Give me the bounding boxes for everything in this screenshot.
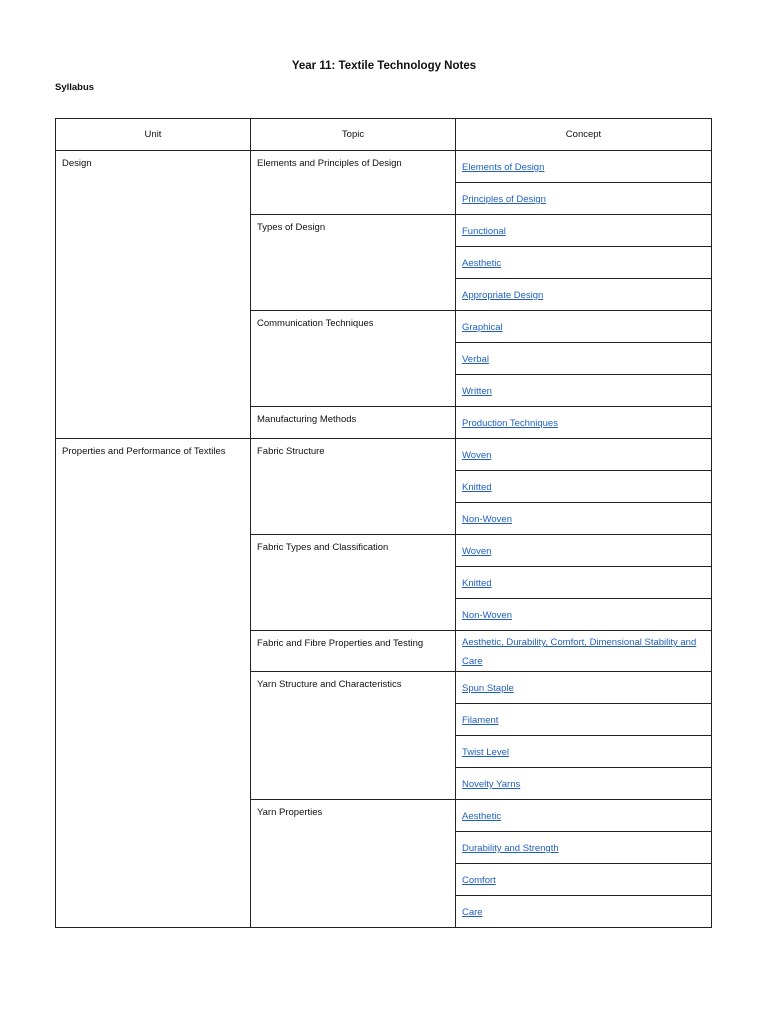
concept-link[interactable]: Aesthetic bbox=[462, 258, 502, 269]
concept-cell bbox=[456, 503, 712, 535]
concept-cell bbox=[456, 471, 712, 503]
concept-link[interactable]: Written bbox=[462, 386, 492, 397]
table-header-row bbox=[56, 119, 712, 151]
topic-cell: Communication Techniques bbox=[251, 311, 456, 407]
concept-cell bbox=[456, 279, 712, 311]
column-header-concept: Concept bbox=[456, 119, 712, 151]
concept-link[interactable]: Aesthetic, Durability, Comfort, Dimensional Stability and Care bbox=[462, 637, 697, 667]
concept-link[interactable]: Care bbox=[462, 907, 483, 918]
topic-cell: Manufacturing Methods bbox=[251, 407, 456, 439]
table-row bbox=[56, 439, 712, 471]
concept-link[interactable]: Appropriate Design bbox=[462, 290, 544, 301]
concept-link[interactable]: Twist Level bbox=[462, 747, 509, 758]
concept-link[interactable]: Spun Staple bbox=[462, 683, 514, 694]
concept-cell bbox=[456, 631, 712, 672]
concept-link[interactable]: Production Techniques bbox=[462, 418, 558, 429]
concept-cell bbox=[456, 800, 712, 832]
concept-link[interactable]: Filament bbox=[462, 715, 499, 726]
concept-link[interactable]: Aesthetic bbox=[462, 811, 502, 822]
concept-link[interactable]: Elements of Design bbox=[462, 162, 545, 173]
topic-cell: Yarn Properties bbox=[251, 800, 456, 928]
concept-cell bbox=[456, 832, 712, 864]
concept-cell bbox=[456, 864, 712, 896]
concept-cell bbox=[456, 151, 712, 183]
concept-cell bbox=[456, 311, 712, 343]
concept-cell bbox=[456, 535, 712, 567]
concept-link[interactable]: Woven bbox=[462, 546, 492, 557]
concept-link[interactable]: Knitted bbox=[462, 482, 492, 493]
concept-cell bbox=[456, 672, 712, 704]
column-header-unit: Unit bbox=[56, 119, 251, 151]
topic-cell: Fabric Structure bbox=[251, 439, 456, 535]
concept-cell bbox=[456, 375, 712, 407]
concept-cell bbox=[456, 567, 712, 599]
concept-cell bbox=[456, 439, 712, 471]
concept-link[interactable]: Graphical bbox=[462, 322, 503, 333]
unit-cell: Properties and Performance of Textiles bbox=[56, 439, 251, 928]
page-title: Year 11: Textile Technology Notes bbox=[291, 60, 477, 72]
topic-cell: Fabric Types and Classification bbox=[251, 535, 456, 631]
concept-cell bbox=[456, 599, 712, 631]
concept-link[interactable]: Non-Woven bbox=[462, 610, 512, 621]
concept-link[interactable]: Woven bbox=[462, 450, 492, 461]
concept-cell bbox=[456, 704, 712, 736]
topic-cell: Yarn Structure and Characteristics bbox=[251, 672, 456, 800]
concept-link[interactable]: Durability and Strength bbox=[462, 843, 559, 854]
syllabus-table bbox=[55, 118, 712, 928]
concept-link[interactable]: Knitted bbox=[462, 578, 492, 589]
concept-cell bbox=[456, 768, 712, 800]
table-row bbox=[56, 151, 712, 183]
concept-cell bbox=[456, 736, 712, 768]
concept-link[interactable]: Novelty Yarns bbox=[462, 779, 521, 790]
concept-cell bbox=[456, 407, 712, 439]
topic-cell: Types of Design bbox=[251, 215, 456, 311]
topic-cell: Elements and Principles of Design bbox=[251, 151, 456, 215]
concept-link[interactable]: Principles of Design bbox=[462, 194, 546, 205]
concept-link[interactable]: Comfort bbox=[462, 875, 496, 886]
column-header-topic: Topic bbox=[251, 119, 456, 151]
unit-cell: Design bbox=[56, 151, 251, 439]
topic-cell: Fabric and Fibre Properties and Testing bbox=[251, 631, 456, 672]
concept-link[interactable]: Functional bbox=[462, 226, 506, 237]
section-heading: Syllabus bbox=[55, 82, 95, 93]
concept-cell bbox=[456, 215, 712, 247]
concept-link[interactable]: Verbal bbox=[462, 354, 489, 365]
concept-cell bbox=[456, 183, 712, 215]
concept-cell bbox=[456, 343, 712, 375]
concept-cell bbox=[456, 896, 712, 928]
concept-cell bbox=[456, 247, 712, 279]
concept-link[interactable]: Non-Woven bbox=[462, 514, 512, 525]
